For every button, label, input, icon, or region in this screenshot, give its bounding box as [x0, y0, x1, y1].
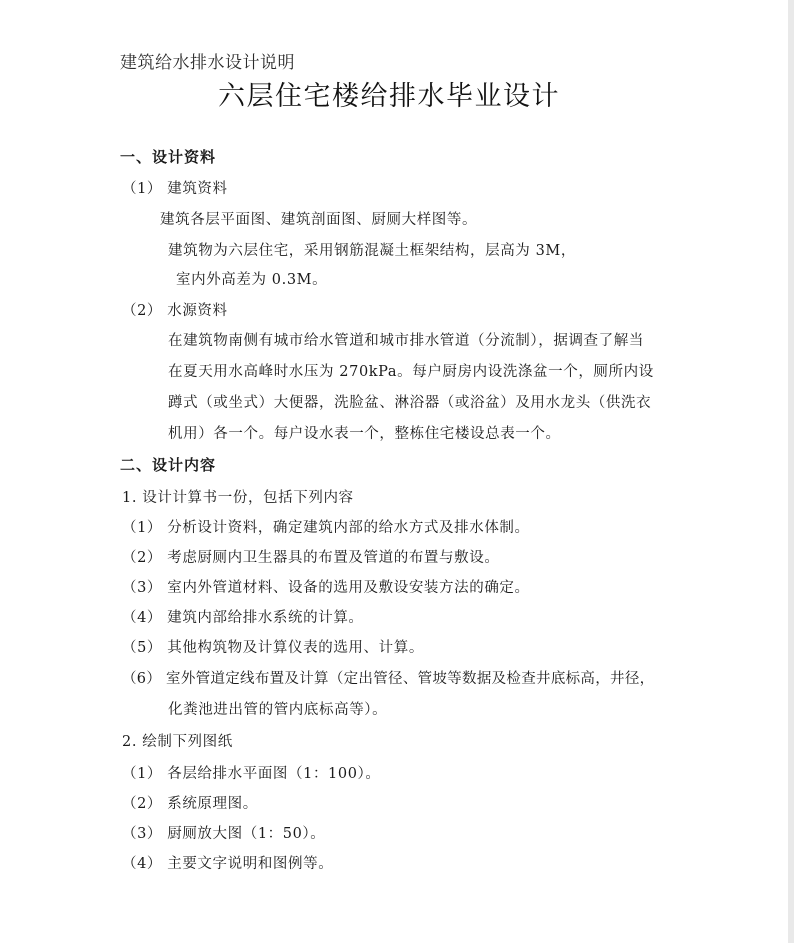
drawing-item: （1） 各层给排水平面图（1：100）。: [122, 766, 381, 782]
content-item: （1） 分析设计资料，确定建筑内部的给水方式及排水体制。: [122, 520, 530, 536]
drawing-item: （4） 主要文字说明和图例等。: [122, 856, 334, 872]
drawing-item: （2） 系统原理图。: [122, 796, 258, 812]
subheading-drawings: 2. 绘制下列图纸: [122, 734, 233, 750]
page-title: 六层住宅楼给排水毕业设计: [218, 81, 560, 112]
content-item: （6） 室外管道定线布置及计算（定出管径、管坡等数据及检查井底标高，井径，: [122, 671, 655, 687]
document-label: 建筑给水排水设计说明: [120, 53, 295, 73]
section-heading-design-content: 二、设计内容: [120, 456, 217, 474]
building-data-line-2: 建筑物为六层住宅，采用钢筋混凝土框架结构，层高为 3M，: [168, 243, 576, 259]
water-source-line-2: 在夏天用水高峰时水压为 270kPa。每户厨房内设洗涤盆一个，厕所内设: [168, 364, 654, 380]
drawing-item: （3） 厨厕放大图（1：50）。: [122, 826, 326, 842]
content-item-continuation: 化粪池进出管的管内底标高等）。: [168, 702, 388, 718]
content-item: （2） 考虑厨厕内卫生器具的布置及管道的布置与敷设。: [122, 550, 500, 566]
building-data-line-3: 室内外高差为 0.3M。: [176, 272, 328, 288]
subsection-water-source: （2） 水源资料: [122, 303, 228, 319]
water-source-line-3: 蹲式（或坐式）大便器，洗脸盆、淋浴器（或浴盆）及用水龙头（供洗衣: [168, 395, 652, 411]
content-item: （3） 室内外管道材料、设备的选用及敷设安装方法的确定。: [122, 580, 530, 596]
subheading-calculation-book: 1. 设计计算书一份，包括下列内容: [122, 490, 354, 506]
section-heading-design-data: 一、设计资料: [120, 148, 217, 166]
subsection-building-data: （1） 建筑资料: [122, 181, 228, 197]
content-item: （4） 建筑内部给排水系统的计算。: [122, 610, 364, 626]
water-source-line-1: 在建筑物南侧有城市给水管道和城市排水管道（分流制），据调查了解当: [168, 333, 644, 349]
water-source-line-4: 机用）各一个。每户设水表一个，整栋住宅楼设总表一个。: [168, 426, 561, 442]
content-item: （5） 其他构筑物及计算仪表的选用、计算。: [122, 640, 424, 656]
page-edge: [788, 0, 794, 943]
building-data-line-1: 建筑各层平面图、建筑剖面图、厨厕大样图等。: [160, 212, 478, 228]
